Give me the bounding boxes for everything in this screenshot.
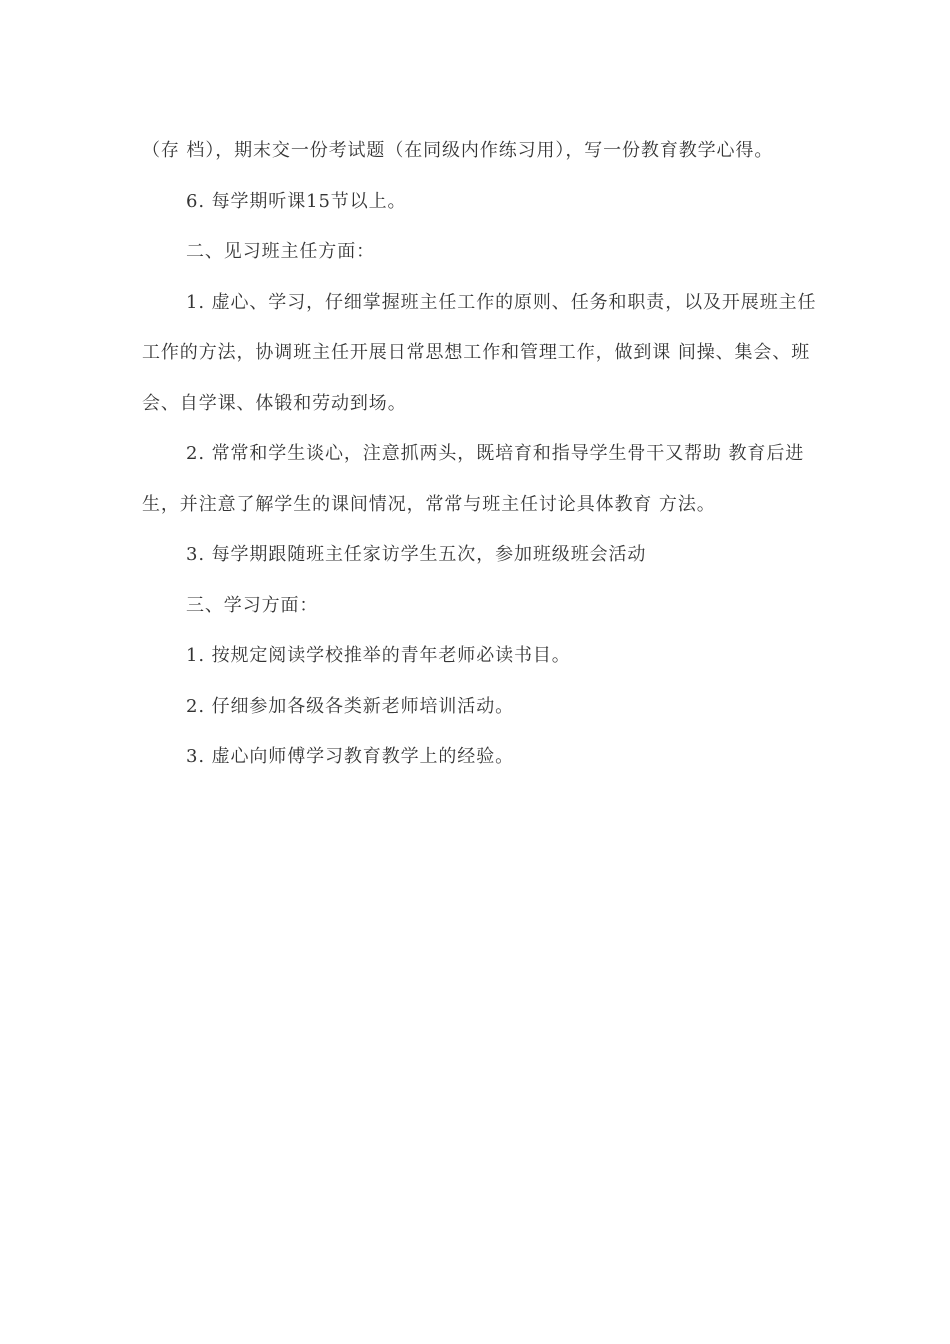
paragraph-study-item-2: 2. 仔细参加各级各类新老师培训活动。 [186,695,514,717]
paragraph-class-teacher-item-1: 1. 虚心、学习，仔细掌握班主任工作的原则、任务和职责，以及开展班主任工作的方法，协调班主任开展日常思想工作和管理工作，做到课 间操、集会、班会、自学课、体锻和劳动到场。 [142,291,817,414]
paragraph-study-item-1: 1. 按规定阅读学校推举的青年老师必读书目。 [186,645,571,666]
paragraph-item-6-listen-lessons: 6. 每学期听课15节以上。 [186,190,407,212]
paragraph-study-item-3: 3. 虚心向师傅学习教育教学上的经验。 [186,746,514,767]
section-heading-class-teacher: 二、见习班主任方面： [186,241,375,262]
paragraph-class-teacher-item-3: 3. 每学期跟随班主任家访学生五次，参加班级班会活动 [186,544,647,565]
section-heading-study: 三、学习方面： [186,594,319,616]
paragraph-class-teacher-item-2: 2. 常常和学生谈心，注意抓两头，既培育和指导学生骨干又帮助 教育后进生，并注意了解学生的课间情况，常常与班主任讨论具体教育 方法。 [142,443,805,515]
document-body [142,126,822,783]
paragraph-continuation: （存 档），期末交一份考试题（在同级内作练习用），写一份教育教学心得。 [142,140,774,161]
